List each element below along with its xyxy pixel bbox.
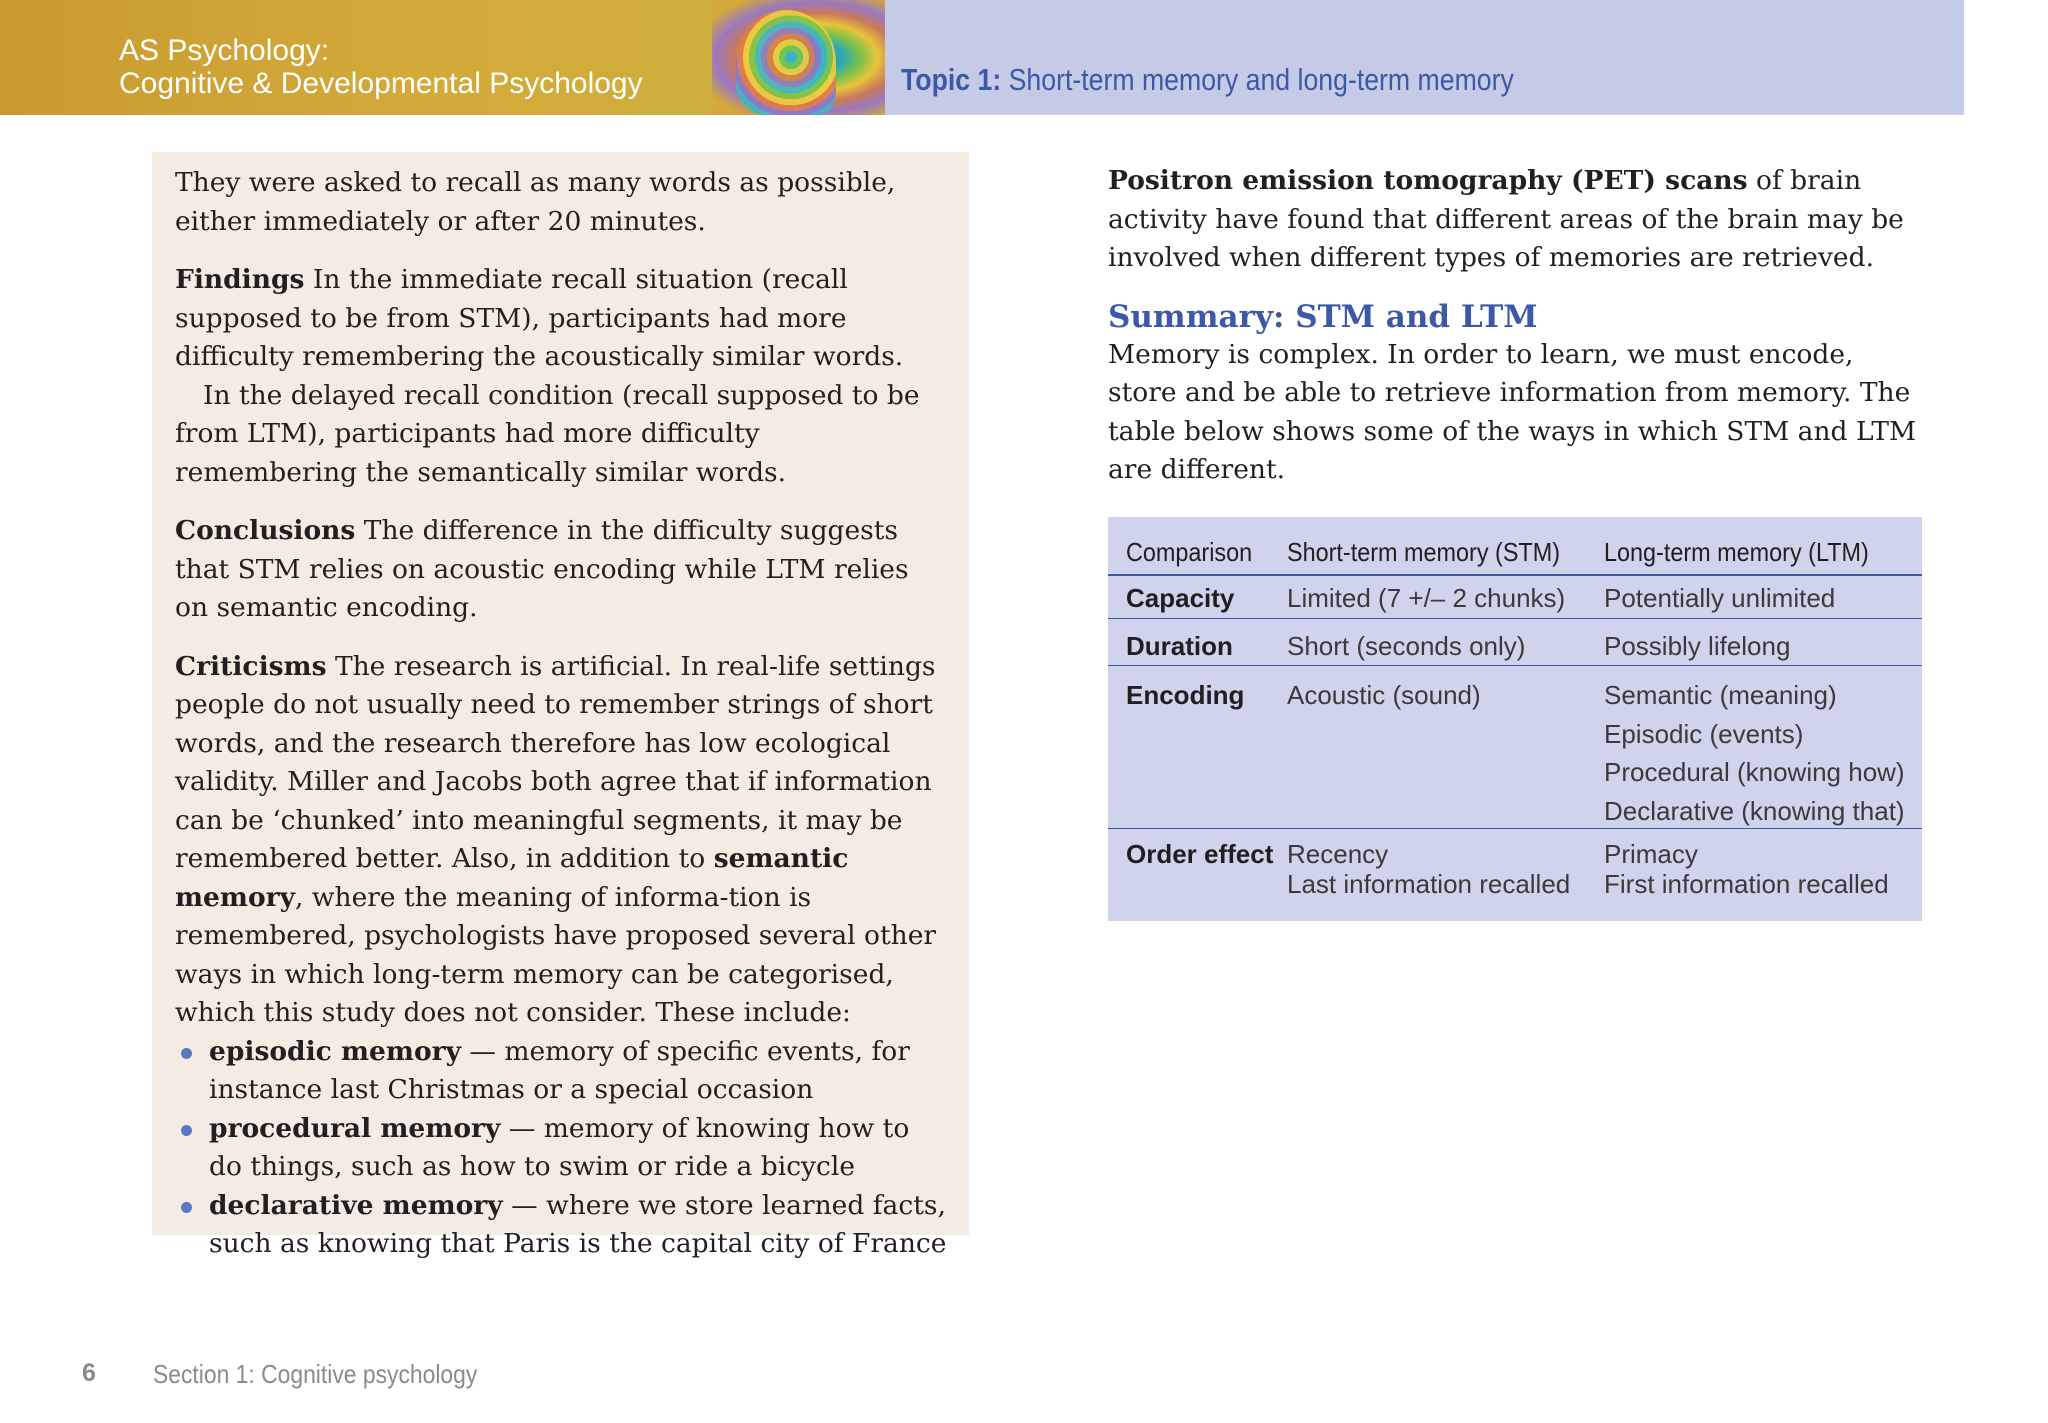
cell-line: Short (seconds only) — [1287, 631, 1526, 661]
ltm-cell — [1604, 583, 1922, 618]
bullet-text: — where we store learned facts, such as knowing that Paris is the capital city of France — [209, 1189, 947, 1259]
bullet-term: episodic memory — [209, 1035, 461, 1067]
stm-cell — [1287, 583, 1604, 618]
ltm-cell — [1604, 676, 1922, 828]
criticisms-text-a: The research is artificial. In real-life settings people do not usually need to remember strings of short words, and the research therefore has low ecological validity. Miller and Jacobs both agree that if information can be ‘chunked’ into meaningful segments, it may be remembered better. Also, in addition to — [175, 650, 936, 874]
cell-line: Procedural (knowing how) — [1604, 757, 1905, 787]
table-row — [1108, 666, 1922, 829]
table-header-cell: Short-term memory (STM) — [1287, 537, 1561, 567]
conclusions-label: Conclusions — [175, 515, 356, 546]
findings-paragraph — [175, 261, 947, 377]
head-silhouette-image — [736, 10, 836, 115]
conclusions-text: The difference in the difficulty suggests that STM relies on acoustic encoding while LTM relies on semantic encoding. — [175, 515, 909, 623]
findings-paragraph-2: In the delayed recall condition (recall supposed to be from LTM), participants had more difficulty remembering the semantically similar words. — [175, 379, 920, 488]
table-row — [1108, 576, 1922, 619]
cell-line: First information recalled — [1604, 869, 1889, 899]
bullet-term: declarative memory — [209, 1189, 503, 1221]
table-header-row — [1108, 517, 1922, 576]
row-label: Capacity — [1126, 583, 1235, 613]
cell-line: Possibly lifelong — [1604, 631, 1791, 661]
cell-line: Potentially unlimited — [1604, 583, 1836, 613]
topic-banner — [885, 0, 1964, 115]
cell-line: Episodic (events) — [1604, 718, 1804, 749]
memory-types-list — [175, 1033, 947, 1264]
topic-label: Topic 1: — [901, 62, 1002, 97]
cell-line: Declarative (knowing that) — [1604, 795, 1905, 826]
list-item — [175, 1110, 947, 1187]
pet-paragraph — [1108, 162, 1928, 278]
list-item — [175, 1187, 947, 1264]
list-item — [175, 1033, 947, 1110]
bullet-term: procedural memory — [209, 1112, 501, 1144]
criticisms-label: Criticisms — [175, 650, 327, 682]
semantic-memory-term: semantic memory — [175, 843, 849, 913]
criticisms-paragraph — [175, 648, 947, 1033]
series-banner — [0, 0, 885, 115]
section-label: Section 1: Cognitive psychology — [153, 1359, 478, 1389]
bullet-text: — memory of knowing how to do things, such as how to swim or ride a bicycle — [209, 1112, 910, 1182]
bullet-text: — memory of specific events, for instance last Christmas or a special occasion — [209, 1035, 910, 1105]
cell-line: Primacy — [1604, 839, 1698, 869]
cell-line: Last information recalled — [1287, 869, 1571, 899]
stm-ltm-comparison-table — [1108, 517, 1922, 921]
cell-line: Acoustic (sound) — [1287, 680, 1481, 710]
cell-line: Recency — [1287, 839, 1389, 869]
right-column — [1108, 162, 1928, 490]
table-header-cell: Comparison — [1126, 537, 1253, 567]
stm-cell — [1287, 631, 1604, 665]
study-intro: They were asked to recall as many words as possible, either immediately or after 20 minutes. — [175, 167, 896, 237]
page-number: 6 — [82, 1359, 96, 1387]
table-row — [1108, 619, 1922, 666]
stm-cell — [1287, 676, 1604, 828]
ltm-cell — [1604, 631, 1922, 665]
topic-name: Short-term memory and long-term memory — [1001, 62, 1514, 97]
brain-head-illustration — [712, 0, 885, 115]
table-header-cell: Long-term memory (LTM) — [1604, 537, 1869, 567]
pet-term: Positron emission tomography (PET) scans — [1108, 165, 1748, 196]
findings-text: In the immediate recall situation (recall supposed to be from STM), participants had more difficulty remembering the acoustically similar words. — [175, 264, 904, 372]
study-box — [152, 152, 969, 1259]
conclusions-paragraph — [175, 512, 947, 628]
row-label: Duration — [1126, 631, 1233, 661]
summary-text: Memory is complex. In order to learn, we must encode, store and be able to retrieve information from memory. The table below shows some of the ways in which STM and LTM are different. — [1108, 338, 1917, 485]
criticisms-text-b: , where the meaning of informa-tion is remembered, psychologists have proposed several other ways in which long-term memory can be categorised, which this study does not consider. These include: — [175, 881, 937, 1028]
series-title — [119, 34, 643, 100]
topic-title — [901, 62, 1514, 98]
table-row — [1108, 829, 1922, 919]
cell-line: Limited (7 +/– 2 chunks) — [1287, 583, 1566, 613]
findings-label: Findings — [175, 264, 305, 295]
pet-text: of brain activity have found that different areas of the brain may be involved when different types of memories are retrieved. — [1108, 165, 1904, 273]
cell-line: Semantic (meaning) — [1604, 680, 1837, 710]
summary-heading: Summary: STM and LTM — [1108, 298, 1538, 335]
ltm-cell — [1604, 839, 1922, 919]
series-title-line1: AS Psychology: — [119, 34, 330, 67]
row-label: Order effect — [1126, 839, 1274, 869]
series-title-line2: Cognitive & Developmental Psychology — [119, 67, 643, 100]
row-label: Encoding — [1126, 680, 1245, 710]
stm-cell — [1287, 839, 1604, 919]
